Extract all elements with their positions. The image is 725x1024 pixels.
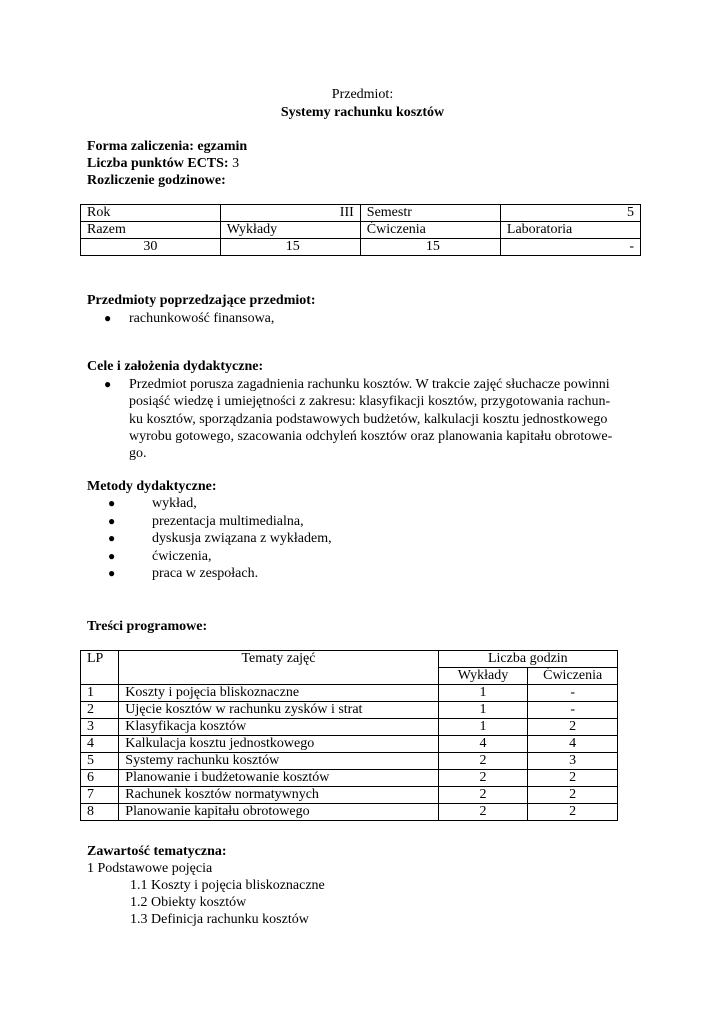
content-section: 1 Podstawowe pojęcia xyxy=(87,861,213,876)
table-row xyxy=(81,719,618,736)
table-row xyxy=(81,804,618,821)
table-cell: 6 xyxy=(81,770,119,787)
list-item: ● praca w zespołach. xyxy=(108,566,259,581)
page-title: Systemy rachunku kosztów xyxy=(280,105,445,120)
table-row xyxy=(81,685,618,702)
table-cell: 5 xyxy=(81,753,119,770)
content-subitems xyxy=(130,877,325,928)
table-cell: Semestr xyxy=(360,205,500,222)
list-item-label: rachunkowość finansowa, xyxy=(129,311,275,326)
ects-line xyxy=(87,155,239,172)
goals-line: wyrobu gotowego, szacowania odchyleń kosztów oraz planowania kapitału obrotowe- xyxy=(129,428,613,444)
table-row xyxy=(81,787,618,804)
table-row xyxy=(81,239,641,256)
table-cell: 3 xyxy=(528,753,618,770)
table-cell: - xyxy=(528,702,618,719)
table-cell: 2 xyxy=(528,804,618,821)
table-row xyxy=(81,651,618,668)
table-cell: - xyxy=(528,685,618,702)
table-cell: Kalkulacja kosztu jednostkowego xyxy=(119,736,438,753)
content-heading: Zawartość tematyczna: xyxy=(87,844,227,859)
table-cell: 1 xyxy=(438,685,528,702)
goals-line: go. xyxy=(129,446,147,462)
list-item: ● wykład, xyxy=(108,496,197,511)
list-item: 1.3 Definicja rachunku kosztów xyxy=(130,912,309,927)
table-cell: Koszty i pojęcia bliskoznaczne xyxy=(119,685,438,702)
table-cell: 15 xyxy=(220,239,360,256)
table-cell: - xyxy=(500,239,640,256)
table-header-lectures: Wykłady xyxy=(438,668,528,685)
list-item: 1.2 Obiekty kosztów xyxy=(130,895,247,910)
ects-value: 3 xyxy=(232,156,240,171)
table-cell: Planowanie kapitału obrotowego xyxy=(119,804,438,821)
table-cell: 30 xyxy=(81,239,221,256)
methods-heading: Metody dydaktyczne: xyxy=(87,479,217,494)
ects-label: Liczba punktów ECTS: xyxy=(87,156,229,171)
table-header-lp: LP xyxy=(81,651,119,685)
bullet-icon: ● xyxy=(108,513,116,528)
methods-list xyxy=(108,495,508,583)
program-table xyxy=(80,650,618,821)
forma-zaliczenia: Forma zaliczenia: egzamin xyxy=(87,139,248,154)
list-item: 1.1 Koszty i pojęcia bliskoznaczne xyxy=(130,878,325,893)
table-cell: III xyxy=(220,205,360,222)
table-row xyxy=(81,736,618,753)
bullet-icon: ● xyxy=(108,496,116,510)
table-header-hours: Liczba godzin xyxy=(438,651,617,668)
table-cell: 2 xyxy=(81,702,119,719)
table-cell: 2 xyxy=(528,719,618,736)
table-header-exercises: Ćwiczenia xyxy=(528,668,618,685)
table-cell: 2 xyxy=(438,770,528,787)
prerequisites-heading: Przedmioty poprzedzające przedmiot: xyxy=(87,293,316,308)
goals-line: ku kosztów, sporządzania podstawowych budżetów, kalkulacji kosztu jednostkowego xyxy=(129,411,608,427)
list-item: ● ćwiczenia, xyxy=(108,548,212,564)
table-row xyxy=(81,702,618,719)
table-cell: Planowanie i budżetowanie kosztów xyxy=(119,770,438,787)
bullet-icon: ● xyxy=(108,566,116,580)
list-item: ● prezentacja multimedialna, xyxy=(108,513,304,529)
table-cell: Ujęcie kosztów w rachunku zysków i strat xyxy=(119,702,438,719)
table-cell: 1 xyxy=(81,685,119,702)
hours-table xyxy=(80,204,641,256)
table-row xyxy=(81,222,641,239)
subject-label: Przedmiot: xyxy=(331,87,394,102)
table-header-topics: Tematy zajęć xyxy=(119,651,438,685)
goals-heading: Cele i założenia dydaktyczne: xyxy=(87,359,264,374)
table-cell: Rachunek kosztów normatywnych xyxy=(119,787,438,804)
table-cell: 15 xyxy=(360,239,500,256)
table-cell: 2 xyxy=(528,787,618,804)
table-cell: Ćwiczenia xyxy=(360,222,500,239)
table-cell: 2 xyxy=(438,753,528,770)
table-cell: 1 xyxy=(438,702,528,719)
table-cell: 7 xyxy=(81,787,119,804)
bullet-icon: ● xyxy=(108,548,116,563)
table-cell: 5 xyxy=(500,205,640,222)
table-cell: 2 xyxy=(438,787,528,804)
goals-line: posiąść wiedzę i umiejętności z zakresu: klasyfikacji kosztów, przygotowania rachun- xyxy=(129,394,611,410)
table-cell: Wykłady xyxy=(220,222,360,239)
table-cell: 3 xyxy=(81,719,119,736)
rozliczenie-label: Rozliczenie godzinowe: xyxy=(87,173,226,188)
table-row xyxy=(81,753,618,770)
table-cell: 4 xyxy=(81,736,119,753)
table-cell: Laboratoria xyxy=(500,222,640,239)
table-cell: 1 xyxy=(438,719,528,736)
table-row xyxy=(81,770,618,787)
table-cell: 4 xyxy=(528,736,618,753)
bullet-icon: ● xyxy=(104,311,112,325)
table-cell: Klasyfikacja kosztów xyxy=(119,719,438,736)
table-cell: 2 xyxy=(528,770,618,787)
bullet-icon: ● xyxy=(104,377,112,391)
list-item: ● dyskusja związana z wykładem, xyxy=(108,531,332,546)
program-heading: Treści programowe: xyxy=(87,619,208,634)
table-row xyxy=(81,205,641,222)
table-cell: 4 xyxy=(438,736,528,753)
table-cell: Razem xyxy=(81,222,221,239)
table-cell: 8 xyxy=(81,804,119,821)
goals-line: Przedmiot porusza zagadnienia rachunku kosztów. W trakcie zajęć słuchacze powinni xyxy=(129,377,610,392)
table-cell: 2 xyxy=(438,804,528,821)
table-cell: Rok xyxy=(81,205,221,222)
goals-paragraph xyxy=(129,376,649,462)
table-cell: Systemy rachunku kosztów xyxy=(119,753,438,770)
bullet-icon: ● xyxy=(108,531,116,545)
